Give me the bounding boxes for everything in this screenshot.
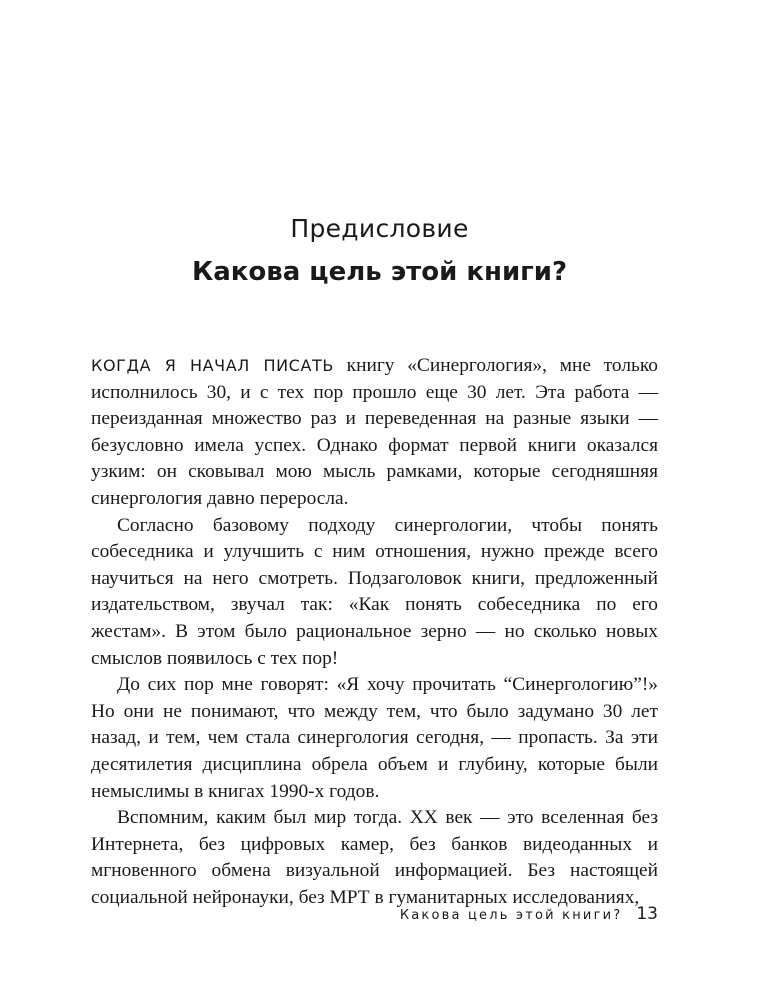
running-footer	[400, 904, 658, 924]
page-number: 13	[636, 904, 658, 924]
chapter-title: Какова цель этой книги?	[191, 257, 568, 287]
paragraph-3: До сих пор мне говорят: «Я хочу прочитать “Синергологию”!» Но они не понимают, что между тем, что было задумано 30 лет назад, и тем, чем стала синергология сегодня, — пропасть. За эти десятилетия дисциплина обрела объем и глубину, которые были немыслимы в книгах 1990-х годов.	[91, 674, 658, 802]
lead-in-caps: КОГДА Я НАЧАЛ ПИСАТЬ	[91, 356, 334, 375]
paragraph-4: Вспомним, каким был мир тогда. XX век — это вселенная без Интернета, без цифровых камер, без банков видеоданных и мгновенного обмена визуальной информацией. Без настоящей социальной нейронауки, без МРТ в гуманитарных исследованиях,	[91, 807, 658, 908]
running-title: Какова цель этой книги?	[399, 908, 623, 923]
paragraph-1-text: книгу «Синергология», мне только исполнилось 30, и с тех пор прошло еще 30 лет. Эта работа — переизданная множество раз и переведенная на разные языки — безусловно имела успех. Однако формат первой книги оказался узким: он сковывал мою мысль рамками, которые сегодняшняя синергология давно переросла.	[91, 355, 658, 509]
paragraph-1	[91, 353, 658, 513]
chapter-label: Предисловие	[290, 214, 469, 243]
body-text	[91, 353, 658, 911]
paragraph-2: Согласно базовому подходу синергологии, чтобы понять собеседника и улучшить с ним отношения, нужно прежде всего научиться на него смотреть. Подзаголовок книги, предложенный издательством, звучал так: «Как понять собеседника по его жестам». В этом было рациональное зерно — но сколько новых смыслов появилось с тех пор!	[91, 514, 658, 669]
chapter-heading	[0, 210, 759, 292]
